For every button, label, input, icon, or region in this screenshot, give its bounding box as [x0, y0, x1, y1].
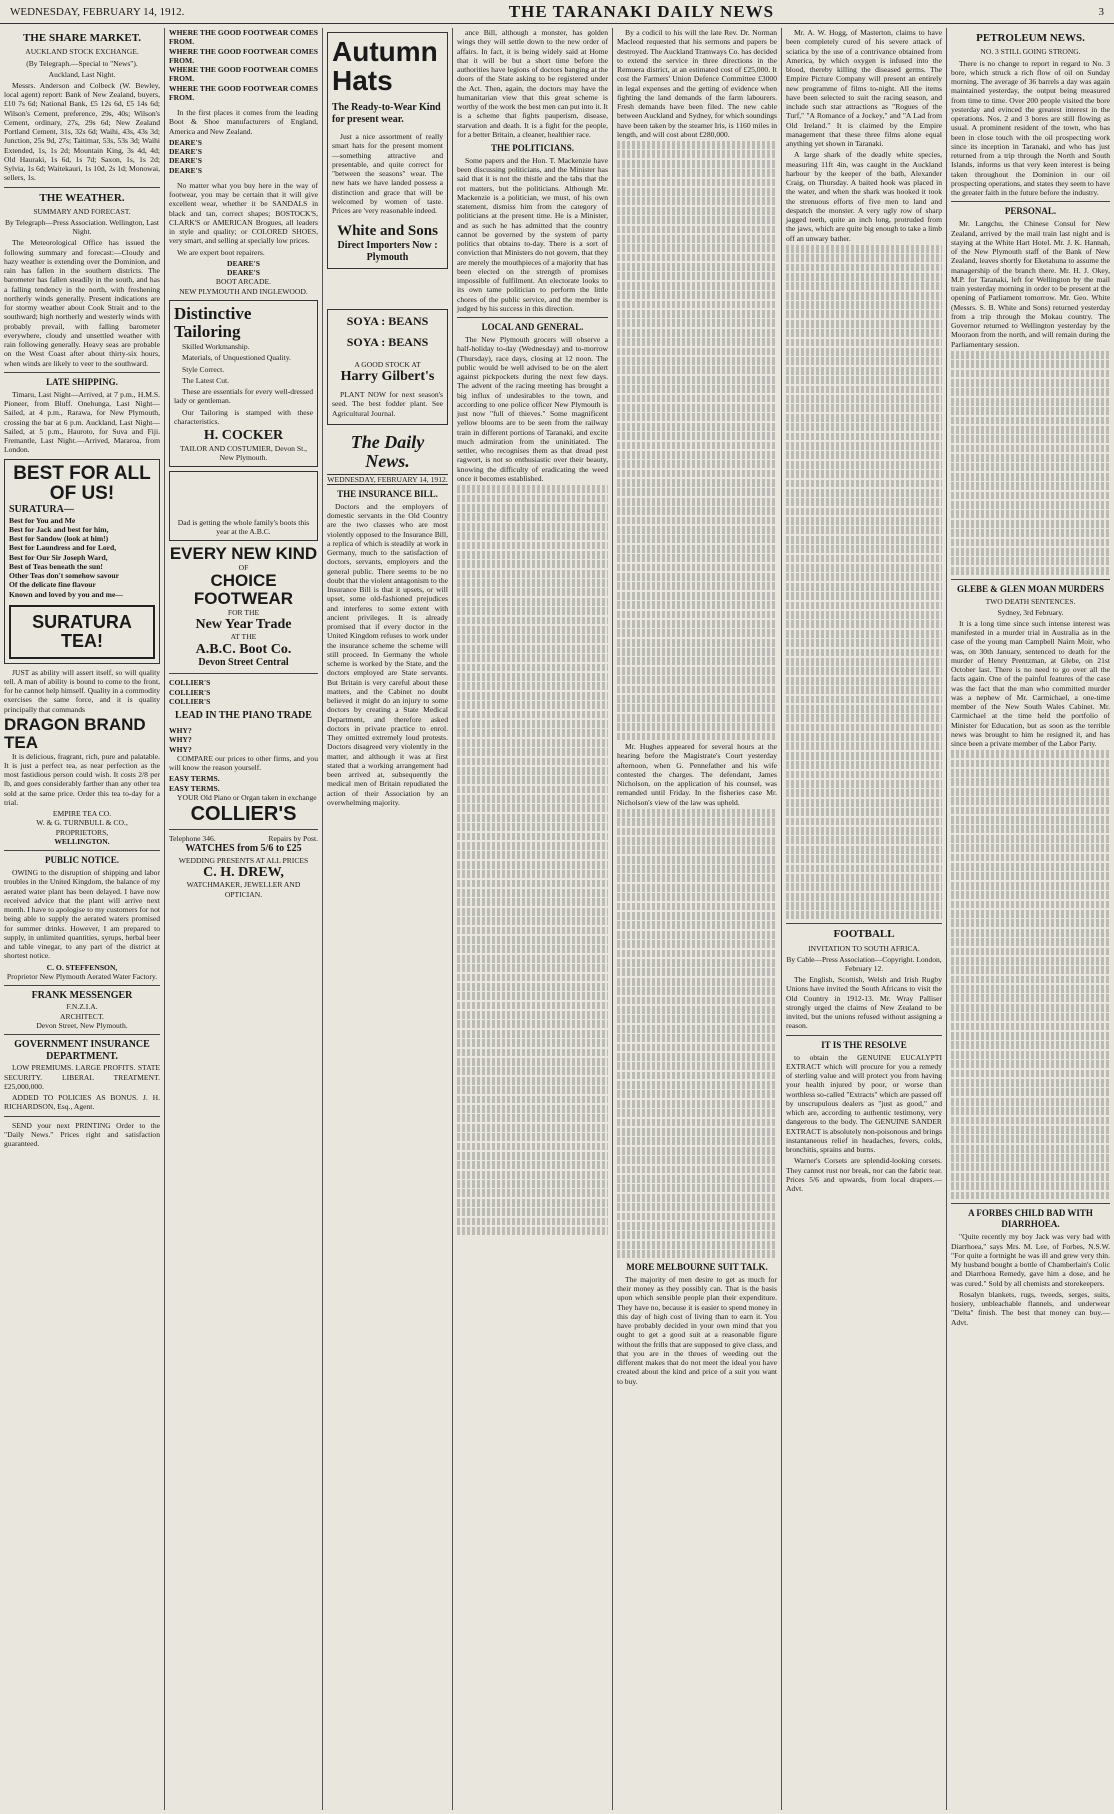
architect-name: FRANK MESSENGER — [31, 990, 133, 1002]
abc-headline: EVERY NEW KIND — [169, 544, 318, 564]
colliers-why: WHY? — [169, 726, 192, 736]
dateline: Auckland, Last Night. — [48, 69, 116, 79]
deare-slogan: WHERE THE GOOD FOOTWEAR COMES FROM. — [169, 28, 318, 47]
masthead — [0, 0, 1114, 24]
column-text-continued — [951, 750, 1110, 1199]
column-3 — [323, 28, 452, 1810]
deare-name: DEARE'S — [227, 258, 260, 268]
gilbert-name: Harry Gilbert's — [340, 368, 435, 384]
soya-advert — [327, 309, 448, 425]
abc-address: Devon Street Central — [198, 657, 289, 669]
glebe-murders-subhead: TWO DEATH SENTENCES. — [985, 596, 1076, 606]
personal-heading: PERSONAL. — [1004, 206, 1057, 217]
abc-headline: CHOICE FOOTWEAR — [193, 571, 294, 608]
deare-name: DEARE'S — [169, 147, 202, 156]
eucalypti-text: to obtain the GENUINE EUCALYPTI EXTRACT which will procure for you a remedy of sterling value and will protect you from having your health injured by poor, or worse than worthless so-called "Extracts" which are passed off by unscrupulous dealers as "just as good," and which are, according to authentic testimony, very dangerous to the body. The GENUINE SANDER EXTRACT is absolutely non-poisonous and brings instantaneous relief in headaches, fevers, colds, bronchitis, sprains and burns. — [786, 1052, 942, 1155]
drew-trade: WATCHMAKER, JEWELLER AND OPTICIAN. — [186, 880, 301, 899]
colliers-terms: EASY TERMS. — [169, 783, 220, 793]
byline: By Telegraph—Press Association. Wellington, Last Night. — [5, 218, 159, 237]
public-notice-text: OWING to the disruption of shipping and labor troubles in the United Kingdom, the balance of my aerated water plant has been delayed. I have now received advice that the plant will arrive next month. I have to apologise to my customers for not being able to supply the aerated waters promised for summer drinks. However, I am prepared to supply, in unlimited quantities, syrups, herbal beer and table vinegar, to any part of the district at shortest notice. — [4, 868, 160, 961]
personal-text: Mr. Langchu, the Chinese Consul for New Zealand, arrived by the mail train last night and is staying at the White Hart Hotel. Mr. J. K. Hannah, of the New Plymouth staff of the Bank of New Zealand, leaves shortly for Eketahuna to assume the managership of the branch there. Mr. H. J. Okey, M.P. for Taranaki, left for Wellington by the mail train yesterday morning in order to be present at the opening of Parliament tomorrow. Mr. Geo. White (Messrs. S. B. White and Sons) returned yesterday from a trip through the Mokau country. The Governor returned to Wellington yesterday by the Mooraon from the north, and will remain during the Parliamentary session. — [951, 219, 1110, 349]
column-1 — [0, 28, 164, 1810]
cocker-text: These are essentials for every well-dressed lady or gentleman. — [174, 387, 313, 406]
suratura-line: Of the delicate fine flavour — [9, 580, 96, 590]
football-heading: FOOTBALL — [833, 928, 895, 941]
column-text-continued — [617, 809, 777, 1258]
govt-insurance-heading: GOVERNMENT INSURANCE DEPARTMENT. — [14, 1039, 150, 1063]
suratura-line: Best of Teas beneath the sun! — [9, 561, 103, 571]
glebe-murders-heading: GLEBE & GLEN MOAN MURDERS — [956, 583, 1104, 594]
shark-report: A large shark of the deadly white species, measuring 11ft 4in, was caught in the Auckland harbour by the keeper of the bath, Alexander Craig, on Thursday. A baited hook was placed in the water, and when the shark was hooked it took the strenuous efforts of five men to land and despatch the monster. A very ugly row of sharp jagged teeth, quite an inch long, protruded from the jaws, which are quite big enough to take a limb off an unwary bather. — [786, 150, 942, 243]
cocker-line: The Latest Cut. — [182, 375, 230, 385]
dragon-brand-headline: DRAGON BRAND TEA — [4, 714, 146, 752]
drew-repairs: Repairs by Post. — [268, 834, 318, 844]
govt-insurance-agent: ADDED TO POLICIES AS BONUS. J. H. RICHARDSON, Esq., Agent. — [4, 1093, 160, 1112]
column-2 — [165, 28, 322, 1810]
drew-presents: WEDDING PRESENTS AT ALL PRICES — [178, 855, 309, 865]
autumn-hats-text: Just a nice assortment of really smart hats for the present moment—something attractive and presentable, and quite correct for "between the seasons" wear. The new hats we have landed possess a distinction and grace that will be welcomed by women of taste. Prices are 'very reasonable indeed. — [332, 132, 443, 216]
insurance-bill-continued: ance Bill, although a monster, has golden wings they will settle down to the new order of affairs. In fact, it is being widely said at Home that it will be but a short time before the authorities have legions of doctors banging at the doors of the State asking to be registered under the Act. Then, again, the doctors may have the humanitarian view that this great scheme is worthy of the work the best men can put into it. It is a scheme that fights pauperism, disease, starvation and death. It is a fight for the people, for a better Britain, a cleaner, healthier race. — [457, 28, 608, 139]
abc-of: OF — [238, 562, 249, 572]
colliers-logo: COLLIER'S — [190, 803, 297, 826]
suratura-line: Best for Sandow (look at him!) — [9, 534, 109, 544]
colliers-why: WHY? — [169, 735, 192, 745]
autumn-hats-subhead: The Ready-to-Wear Kind for present wear. — [332, 101, 441, 125]
colliers-why: WHY? — [169, 744, 192, 754]
column-6 — [782, 28, 946, 1810]
suratura-logo: SURATURA TEA! — [9, 605, 155, 659]
suratura-line: Best for You and Me — [9, 515, 76, 525]
column-4 — [453, 28, 612, 1810]
autumn-hats-advert — [327, 32, 448, 269]
insurance-bill-heading: THE INSURANCE BILL. — [337, 488, 438, 499]
gilbert-stock: A GOOD STOCK AT — [354, 359, 421, 369]
melbourne-suit-text: The majority of men desire to get as much for their money as they possibly can. That is the basis upon which sensible people plan their expenditure. They have no, because it is easier to spend money in this day of high cost of living than to earn it. You have probably decided in your own mind that you ought to get a good suit at a reasonable figure without the frills that are supposed to give class, and that you are in the throes of weeding out the different makes that do not meet the ideal you have created about the kind and price of a suit you want to buy. — [617, 1274, 777, 1386]
issue-date: WEDNESDAY, FEBRUARY 14, 1912. — [10, 5, 185, 18]
wellington-sig: WELLINGTON. — [54, 836, 110, 846]
cocker-name: H. COCKER — [203, 428, 284, 444]
cocker-line: Style Correct. — [182, 364, 225, 374]
suratura-line: Best for Jack and best for him, — [9, 524, 109, 534]
suratura-headline: BEST FOR ALL OF US! — [13, 462, 151, 504]
colliers-lead: LEAD IN THE PIANO TRADE — [175, 710, 312, 722]
deare-arcade: BOOT ARCADE. — [215, 277, 272, 287]
colliers-name: COLLIER'S — [169, 678, 211, 688]
deare-name: DEARE'S — [227, 268, 260, 277]
dragon-intro: JUST as ability will assert itself, so will quality tell. A man of ability is bound to come to the front, for he cannot help himself. Quality in a commodity exercises the same force, and it is quality principally that commands — [4, 667, 160, 714]
turnbull-sig: W. & G. TURNBULL & CO., — [36, 818, 128, 828]
weather-subhead: SUMMARY AND FORECAST. — [33, 206, 131, 216]
petroleum-heading: PETROLEUM NEWS. — [976, 32, 1085, 44]
column-text-continued — [457, 485, 608, 1235]
suratura-name: SURATURA— — [9, 503, 74, 515]
deare-slogan: WHERE THE GOOD FOOTWEAR COMES FROM. — [169, 83, 318, 102]
football-text: The English, Scottish, Welsh and Irish Rugby Unions have invited the South Africans to visit the Old Country in 1912-13. Mr. Wray Palliser strongly urged the claims of New Zealand to be invited, but the unions refused without assigning a reason. — [786, 975, 942, 1031]
deare-name: DEARE'S — [169, 156, 202, 166]
court-report: Mr. Hughes appeared for several hours at the hearing before the Magistrate's Court yesterday afternoon, when G. Pennefather and his wife contested the charges. The defendant, James Nicholson, on the application of his counsel, was remanded until Friday. In the fisheries case Mr. Nicholson's view of the law was upheld. — [617, 742, 777, 807]
newspaper-title: THE TARANAKI DAILY NEWS — [508, 1, 775, 21]
share-report: Messrs. Anderson and Colbeck (W. Bewley, local agent) report: Bank of New Zealand, buyers, £10 7s 6d; National Bank, £5 12s 6d, £5 14s 6d; Wilson's Cement, preference, 29s, 40s; Wilson's Cement, ordinary, 27s, 29s 6d; New Zealand Portland Cement, 31s, 32s 6d; Waihi, 43s, 43s 3d; Junction, 25s 9d, 27s; Taitimar, 53s, 53s 3d; Waihi Extended, 1s, 1s 2d; Mountain King, 3s 4d, 4d; Old Hauraki, 1s 6d, 1s 7d; Saxon, 1s, 1s 2d; Sylvia, 1s 6d; Waitekauri, 1s 10d, 2s 1d; Monowai, sellers, 1s. — [4, 80, 160, 183]
deare-repairs: We are expert boot repairers. — [177, 247, 265, 257]
abc-headline: New Year Trade — [195, 617, 292, 633]
abc-at: AT THE — [230, 632, 257, 642]
page-number: 3 — [1098, 5, 1104, 18]
steffenson-sig: C. O. STEFFENSON, — [46, 962, 118, 972]
colliers-name: COLLIER'S — [169, 696, 211, 706]
deare-body: No matter what you buy here in the way of footwear, you may be certain that it will give excellent wear, whether it be SANDALS in black and tan, correct shapes; BOSTOCK'S, CLARK'S or AMERICAN Brogues, all leaders in style and quality; or COLORED SHOES, very smart, and selling at specially low prices. — [169, 180, 318, 246]
abc-for: FOR THE — [227, 607, 260, 617]
abc-illustration — [169, 471, 318, 541]
editorial-date: WEDNESDAY, FEBRUARY 14, 1912. — [327, 474, 448, 484]
plant-notice: PLANT NOW for next season's seed. The best fodder plant. See Agricultural Journal. — [332, 390, 443, 418]
petroleum-subhead: NO. 3 STILL GOING STRONG. — [980, 47, 1081, 57]
suratura-line: Other Teas don't somehow savour — [9, 571, 119, 581]
byline: (By Telegraph.—Special to "News"). — [26, 58, 138, 68]
cocker-text: Our Tailoring is stamped with these characteristics. — [174, 407, 313, 426]
column-text-continued — [951, 351, 1110, 575]
stock-exchange-subhead: AUCKLAND STOCK EXCHANGE. — [25, 47, 139, 57]
drew-name: C. H. DREW, — [203, 864, 284, 880]
politicians-heading: THE POLITICIANS. — [490, 143, 575, 153]
govt-insurance-text: LOW PREMIUMS. LARGE PROFITS. STATE SECURITY. LIBERAL TREATMENT. £25,000,000. — [4, 1063, 160, 1091]
dateline: Sydney, 3rd February. — [997, 607, 1064, 617]
column-text-continued — [786, 245, 942, 920]
rosalyn-advert: Rosalyn blankets, rugs, tweeds, serges, suits, hosiery, unbleachable flannels, and underwear "Delta" finish. The best that money can buy.—Advt. — [951, 1289, 1110, 1327]
column-7 — [947, 28, 1114, 1810]
deare-slogan: WHERE THE GOOD FOOTWEAR COMES FROM. — [169, 65, 318, 84]
deare-name: DEARE'S — [169, 137, 202, 147]
share-market-heading: THE SHARE MARKET. — [22, 32, 142, 44]
cocker-line: Materials, of Unquestioned Quality. — [182, 353, 291, 363]
petroleum-text: There is no change to report in regard to No. 3 bore, which struck a rich flow of oil on Sunday morning. The average of 36 barrels a day was again maintained yesterday, the output being measured from time to time. Over 200 people visited the bore yesterday and evinced the greatest interest in the operations. Nos. 2 and 3 bores are still flowing as usual. A prominent resident of the town, who has been in close touch with the oil prospecting work since its inception in Taranaki, and who has just returned from a trip through the North and South Islands, informs us that very keen interest is being taken throughout the Dominion in our oil prospecting operations, and states they seem to have the greater faith in the future before the industry. — [951, 58, 1111, 198]
byline: By Cable—Press Association—Copyright. London, February 12. — [786, 954, 942, 973]
news-paragraphs: Mr. A. W. Hogg, of Masterton, claims to have been completely cured of his severe attack of sciatica by the use of a contrivance obtained from America, by which oxygen is infused into the blood, thereby killing the diseased germs. The Empire Picture Company will present an entirely new programme of films to-night. All the items have been selected to suit the racing season, and include such star attractions as "Rogues of the Turf," "A Romance of a Jockey," and "A Lad from Old Ireland." It is claimed by the Empire management that these three films alone equal anything yet shown in Taranaki. — [786, 28, 942, 148]
architect-address: Devon Street, New Plymouth. — [36, 1020, 128, 1030]
deare-towns: NEW PLYMOUTH AND INGLEWOOD. — [179, 286, 308, 296]
colliers-terms: EASY TERMS. — [169, 774, 220, 784]
football-subhead: INVITATION TO SOUTH AFRICA. — [808, 943, 920, 953]
suratura-advert — [4, 459, 160, 664]
soya-beans: SOYA : BEANS — [346, 334, 429, 349]
glebe-murders-text: It is a long time since such intense interest was manifested in a murder trial in Australia as in the case of the young man Campbell Nairn Moir, who was, on 30th January, sentenced to death for the murder of Henry Prentzman, at Glebe, on 21st October last. There is no need to go over all the facts again. One of the painful features of the case was the fact that the man who committed murder was a nephew of Mr. Carmichael, a one-time member of the New South Wales Cabinet. Mr. Carmichael at the time held the portfolio of Minister for Education, but as soon as the terrible news was brought to him he resigned it, and has since been a private member of the Labor Party. — [951, 618, 1110, 749]
cocker-address: TAILOR AND COSTUMIER, Devon St., New Plymouth. — [179, 443, 307, 462]
forbes-child-heading: A FORBES CHILD BAD WITH DIARRHOEA. — [968, 1208, 1093, 1230]
architect-title: F.N.Z.I.A. — [66, 1002, 98, 1012]
public-notice-heading: PUBLIC NOTICE. — [44, 855, 119, 866]
soya-beans: SOYA : BEANS — [346, 314, 429, 329]
politicians-text: Some papers and the Hon. T. Mackenzie have been discussing politicians, and the Minister has said that it is not the thistle and the tabs that the rot matters, but the politicians. Although Mr. Mackenzie is a politician, we must, of his own statement, dismiss him from the category of politicians at the present time. He is a Minister, and as such he has admitted that the country cannot be governed by the system of party politics that obtains to-day. There is a sort of conviction that Ministers do not govern, that they are merely the mouthpieces of a majority that has been elected on the strength of promises impossible of fulfilment. An electorate looks to its own tame politician to perform the little chores of the public service, and the member is judged by his success in this direction. — [457, 155, 608, 313]
colliers-name: COLLIER'S — [169, 687, 211, 697]
weather-heading: THE WEATHER. — [39, 191, 125, 204]
forbes-child-text: "Quite recently my boy Jack was very bad with Diarrhoea," says Mrs. M. Lee, of Forbes, N.S.W. "For quite a fortnight he was ill and grew very thin. My husband bought a bottle of Chamberlain's Colic and Diarrhoea Remedy, gave him a dose, and he was cured." Sold by all chemists and storekeepers. — [951, 1232, 1110, 1288]
white-sons-subhead: Direct Importers Now : Plymouth — [337, 239, 438, 264]
drew-watches: WATCHES from 5/6 to £25 — [185, 843, 302, 855]
news-paragraphs: By a codicil to his will the late Rev. Dr. Norman Macleod requested that his sermons and papers be destroyed. The Auckland Tramways Co. has decided to extend the service in three directions in the Remuera district, at an estimated cost of £25,000. It cost the Farmers' Union Defence Committee £3000 in legal expenses and the getting of evidence when fighting the land demands of the farm labourers. Fresh demands have been filed. The new cable between Auckland and Sydney, for which soundings have been taken by the steamer Iris, is 1160 miles in length, and will cost about £280,000. — [617, 28, 777, 139]
local-general-heading: LOCAL AND GENERAL. — [481, 322, 584, 333]
drew-header — [169, 834, 318, 843]
printing-notice: SEND your next PRINTING Order to the "Daily News." Prices right and satisfaction guaranteed. — [4, 1120, 160, 1149]
deare-slogan: WHERE THE GOOD FOOTWEAR COMES FROM. — [169, 46, 318, 65]
abc-name: A.B.C. Boot Co. — [195, 641, 292, 657]
cocker-advert — [169, 300, 318, 467]
suratura-line: Best for Laundress and for Lord, — [9, 543, 117, 553]
drew-telephone: Telephone 346. — [169, 834, 216, 844]
weather-report: The Meteorological Office has issued the following summary and forecast:—Cloudy and hazy weather is extending over the Dominion, and rain has fallen in the southern districts. The barometer has fallen steadily in the south, and has a falling tendency in the north, with freshening northerly winds generally. Present indications are for stormy weather about Cook Strait and to the southward; high northerly and westerly winds with probably prevail, with falling barometer everywhere, cloudy and unsettled weather with rain following generally. Heavy seas are probable on the West Coast after about thirty-six hours, when winds are likely to veer to the southward. — [4, 238, 160, 368]
cocker-headline: Distinctive Tailoring — [174, 303, 252, 342]
colliers-compare: COMPARE our prices to other firms, and you will know the reason yourself. — [169, 753, 318, 773]
empire-tea-sig: EMPIRE TEA CO. — [52, 809, 112, 819]
suratura-line: Known and loved by you and me— — [9, 589, 123, 599]
dragon-text: It is delicious, fragrant, rich, pure and palatable. It is just a perfect tea, as near perfection as the most fastidious person could wish. It costs 2/8 per lb, and goes considerably farther than any other tea sold at the same price. Order this tea to-day for a trial. — [4, 751, 160, 807]
abc-caption: Dad is getting the whole family's boots this year at the A.B.C. — [177, 517, 310, 536]
suratura-line: Best for Our Sir Joseph Ward, — [9, 552, 108, 562]
column-5 — [613, 28, 781, 1810]
proprietors-sig: PROPRIETORS, — [55, 827, 109, 837]
melbourne-suit-heading: MORE MELBOURNE SUIT TALK. — [626, 1261, 768, 1272]
shipping-report: Timaru, Last Night—Arrived, at 7 p.m., H.M.S. Pioneer, from Bluff. Onehunga, Last Night—Sailed, at 4 p.m., Rarawa, for New Plymouth, crossing the bar at 6 p.m. Auckland, Last Night—Sailed, at 5 p.m., Hauroto, for Suva and Fiji. Fremantle, Last Night.—Arrived, Mararoa, from London. — [4, 389, 160, 455]
white-sons-name: White and Sons — [337, 223, 438, 240]
editorial-masthead: The Daily News. — [350, 431, 425, 471]
warner-corsets-advert: Warner's Corsets are splendid-looking corsets. They cannot rust nor break, nor can the fabric tear. Prices 5/6 and upwards, from local drapers.—Advt. — [786, 1156, 942, 1194]
architect-role: ARCHITECT. — [60, 1011, 104, 1021]
autumn-hats-headline: Autumn Hats — [332, 36, 438, 97]
cocker-line: Skilled Workmanship. — [182, 342, 250, 352]
column-text-continued — [617, 141, 777, 740]
deare-name: DEARE'S — [169, 165, 202, 175]
steffenson-title: Proprietor New Plymouth Aerated Water Factory. — [6, 971, 158, 981]
late-shipping-heading: LATE SHIPPING. — [46, 376, 118, 387]
local-general-text: The New Plymouth grocers will observe a half-holiday to-day (Wednesday) and to-morrow (Thursday), race days, closing at 12 noon. The public would be well advised to be on the alert against pickpockets during the next few days. The advent of the racing meeting has brought a big influx of undesirables to the town, and according to one police officer New Plymouth is just now "full of thieves." Some magnificent yellow blooms are to be seen from the railway train in different portions of Taranaki, and excite much admiration from the uninitiated. The settler, who recognises them as that dread pest ragwort, is not so enthusiastic over their beauty, knowing the difficulty of eradicating the weed once it becomes established. — [457, 335, 608, 483]
deare-text: In the first places it comes from the leading Boot & Shoe manufacturers of England, America and New Zealand. — [169, 108, 318, 136]
colliers-exchange: YOUR Old Piano or Organ taken in exchange — [177, 792, 317, 802]
eucalypti-heading: IT IS THE RESOLVE — [821, 1039, 907, 1050]
insurance-bill-text: Doctors and the employers of domestic servants in the Old Country are the two classes who are most violently opposed to the Insurance Bill, a replica of which is steadily at work in Germany, much to the satisfaction of doctors, servants, employers and the general public. There seems to be no doubt that the violent antagonism to the Insurance Bill is that it upsets, or will upset, some old-fashioned prejudices and interferes to some extent with ancient privileges. It is already promised that if every doctor in the United Kingdom refuses to work under the insurance scheme the scheme will still proceed. In Germany the whole scheme is worked by the State, and the doctors employed are State servants. But Britain is very careful about these matters, and the Cabinet no doubt believed it might do an injury to some doctors by creating a State Medical Department, and therefore asked doctors in private practice to enrol. They omitted extremely loud protests. Doctors disagreed very violently in the matter, and although it was at first stated that a working arrangement had been arrived at, subsequently the medical men of Britain repudiated the action of their Association by an overwhelming majority. — [327, 501, 448, 807]
